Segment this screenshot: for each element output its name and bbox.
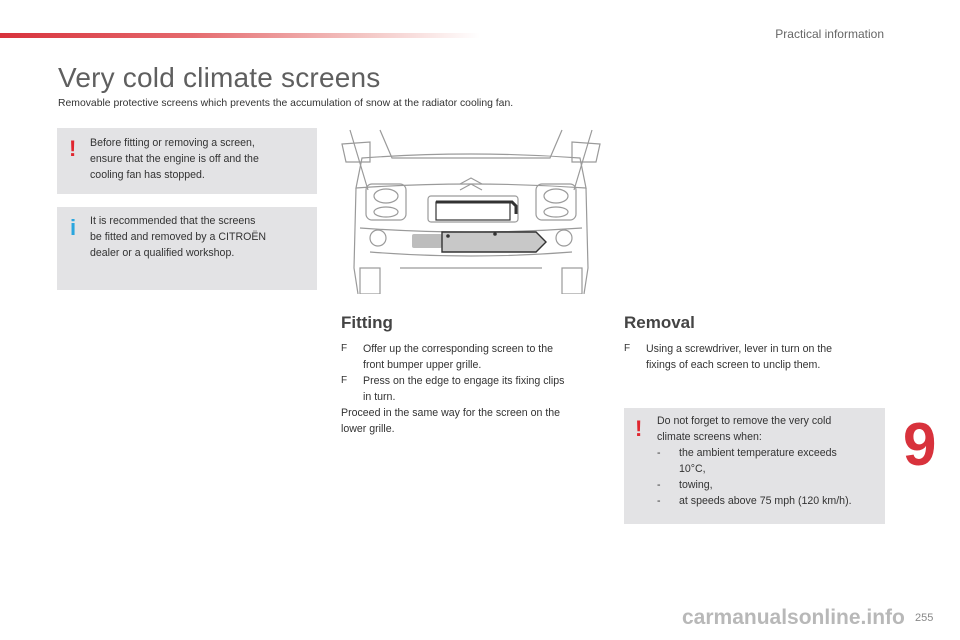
- removal-warning-intro-2: climate screens when:: [657, 431, 762, 443]
- list-dash: -: [657, 479, 661, 491]
- exclamation-icon: !: [69, 136, 77, 161]
- bullet-marker: F: [341, 375, 348, 386]
- list-item-line: at speeds above 75 mph (120 km/h).: [679, 495, 852, 507]
- watermark: carmanualsonline.info: [682, 606, 905, 629]
- section-label: Practical information: [775, 27, 884, 41]
- page-subtitle: Removable protective screens which prevents the accumulation of snow at the radiator cooling fan.: [58, 98, 514, 109]
- header-accent-bar: [0, 33, 480, 38]
- removal-bullet-1-line-2: fixings of each screen to unclip them.: [646, 359, 821, 371]
- list-item-line: 10°C,: [679, 463, 706, 475]
- car-front-illustration: [340, 128, 602, 294]
- fitting-para-line-2: lower grille.: [341, 423, 395, 435]
- fitting-bullet-2-line-1: Press on the edge to engage its fixing clips: [363, 375, 565, 387]
- fitting-bullet-1-line-1: Offer up the corresponding screen to the: [363, 343, 554, 355]
- removal-warning-box: [624, 408, 885, 524]
- info-box: [57, 207, 317, 290]
- removal-warning-intro-1: Do not forget to remove the very cold: [657, 415, 832, 427]
- fitting-heading: Fitting: [341, 313, 393, 332]
- info-line-1: It is recommended that the screens: [90, 215, 256, 227]
- list-item-line: towing,: [679, 479, 713, 491]
- list-dash: -: [657, 447, 661, 459]
- page-number: 255: [915, 612, 934, 624]
- fitting-bullet-2-line-2: in turn.: [363, 391, 396, 403]
- warning-line-2: ensure that the engine is off and the: [90, 153, 259, 165]
- exclamation-icon: !: [635, 416, 643, 441]
- warning-line-1: Before fitting or removing a screen,: [90, 137, 255, 149]
- info-icon: i: [70, 215, 77, 240]
- removal-heading: Removal: [624, 313, 695, 332]
- removal-bullet-1-line-1: Using a screwdriver, lever in turn on the: [646, 343, 833, 355]
- warning-line-3: cooling fan has stopped.: [90, 169, 205, 181]
- fitting-bullet-1-line-2: front bumper upper grille.: [363, 359, 482, 371]
- page-title: Very cold climate screens: [58, 62, 381, 93]
- warning-box: [57, 128, 317, 194]
- list-dash: -: [657, 495, 661, 507]
- bullet-marker: F: [341, 343, 348, 354]
- fitting-bullet-2: [341, 373, 611, 405]
- removal-bullet-1: [624, 341, 894, 373]
- list-item-line: the ambient temperature exceeds: [679, 447, 837, 459]
- fitting-para-line-1: Proceed in the same way for the screen on the: [341, 407, 561, 419]
- info-line-3: dealer or a qualified workshop.: [90, 247, 235, 259]
- chapter-number: 9: [903, 411, 937, 478]
- bullet-marker: F: [624, 343, 631, 354]
- info-line-2: be fitted and removed by a CITROËN: [90, 231, 267, 243]
- fitting-bullet-1: [341, 341, 611, 373]
